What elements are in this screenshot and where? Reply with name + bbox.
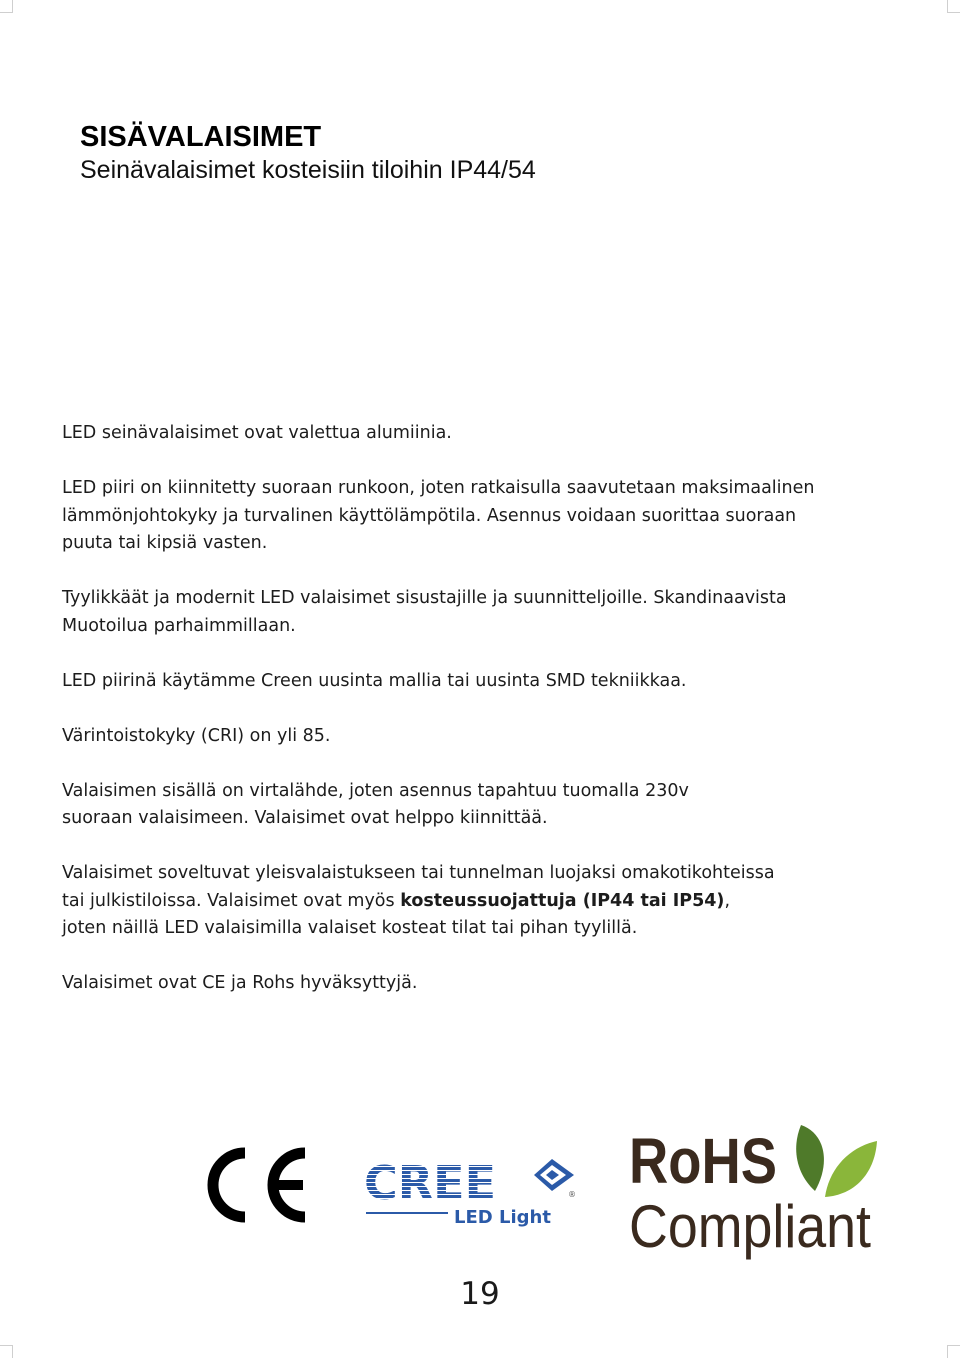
paragraph-line: puuta tai kipsiä vasten. xyxy=(62,533,268,553)
rohs-wordmark: RoHS xyxy=(629,1125,777,1197)
paragraph-cree xyxy=(62,668,902,696)
paragraph-line: joten näillä LED valaisimilla valaiset kosteat tilat tai pihan tyylillä. xyxy=(62,918,638,938)
page-number: 19 xyxy=(460,1276,500,1312)
body-text xyxy=(62,420,902,1025)
paragraph-material xyxy=(62,420,902,448)
ce-mark-logo xyxy=(205,1145,315,1225)
cree-diamond-icon xyxy=(534,1159,574,1191)
paragraph-text: LED seinävalaisimet ovat valettua alumiinia. xyxy=(62,423,452,443)
certification-logos xyxy=(0,1105,960,1265)
paragraph-cri xyxy=(62,723,902,751)
cree-led-light-text: LED Light xyxy=(454,1207,551,1228)
leaf-icon xyxy=(796,1125,877,1197)
crop-mark-top-left xyxy=(0,0,13,13)
paragraph-line: Valaisimet soveltuvat yleisvalaistukseen tai tunnelman luojaksi omakotikohteissa xyxy=(62,863,775,883)
paragraph-line: Valaisimen sisällä on virtalähde, joten asennus tapahtuu tuomalla 230v xyxy=(62,780,689,801)
paragraph-line: Tyylikkäät ja modernit LED valaisimet sisustajille ja suunnitteljoille. Skandinaavista xyxy=(62,588,787,608)
paragraph-power xyxy=(62,778,902,833)
crop-mark-top-right xyxy=(947,0,960,13)
paragraph-text: LED piirinä käytämme Creen uusinta mallia tai uusinta SMD tekniikkaa. xyxy=(62,670,687,691)
paragraph-line: LED piiri on kiinnitetty suoraan runkoon, joten ratkaisulla saavutetaan maksimaalinen xyxy=(62,478,815,498)
paragraph-text: Värintoistokyky (CRI) on yli 85. xyxy=(62,725,331,746)
paragraph-design xyxy=(62,585,902,640)
paragraph-usage xyxy=(62,860,902,943)
paragraph-line: Muotoilua parhaimmillaan. xyxy=(62,615,296,636)
compliant-text: Compliant xyxy=(629,1193,872,1260)
rohs-compliant-logo xyxy=(625,1113,885,1263)
paragraph-line: tai julkistiloissa. Valaisimet ovat myös xyxy=(62,890,401,911)
paragraph-text: Valaisimet ovat CE ja Rohs hyväksyttyjä. xyxy=(62,973,418,993)
paragraph-line: suoraan valaisimeen. Valaisimet ovat helppo kiinnittää. xyxy=(62,808,548,828)
crop-mark-bottom-right xyxy=(947,1345,960,1358)
cree-led-light-logo xyxy=(362,1155,582,1245)
ip-rating-emphasis: kosteussuojattuja (IP44 tai IP54) xyxy=(400,890,725,911)
registered-mark: ® xyxy=(568,1190,576,1199)
paragraph-line: , xyxy=(724,890,731,911)
paragraph-line: lämmönjohtokyky ja turvalinen käyttölämpötila. Asennus voidaan suorittaa suoraan xyxy=(62,505,797,526)
page-subtitle: Seinävalaisimet kosteisiin tiloihin IP44/54 xyxy=(80,156,536,184)
page-header xyxy=(80,120,536,186)
cree-wordmark: CREE xyxy=(364,1156,497,1210)
page-title: SISÄVALAISIMET xyxy=(80,121,322,153)
crop-mark-bottom-left xyxy=(0,1345,13,1358)
paragraph-certification xyxy=(62,970,902,998)
paragraph-led-circuit xyxy=(62,475,902,558)
